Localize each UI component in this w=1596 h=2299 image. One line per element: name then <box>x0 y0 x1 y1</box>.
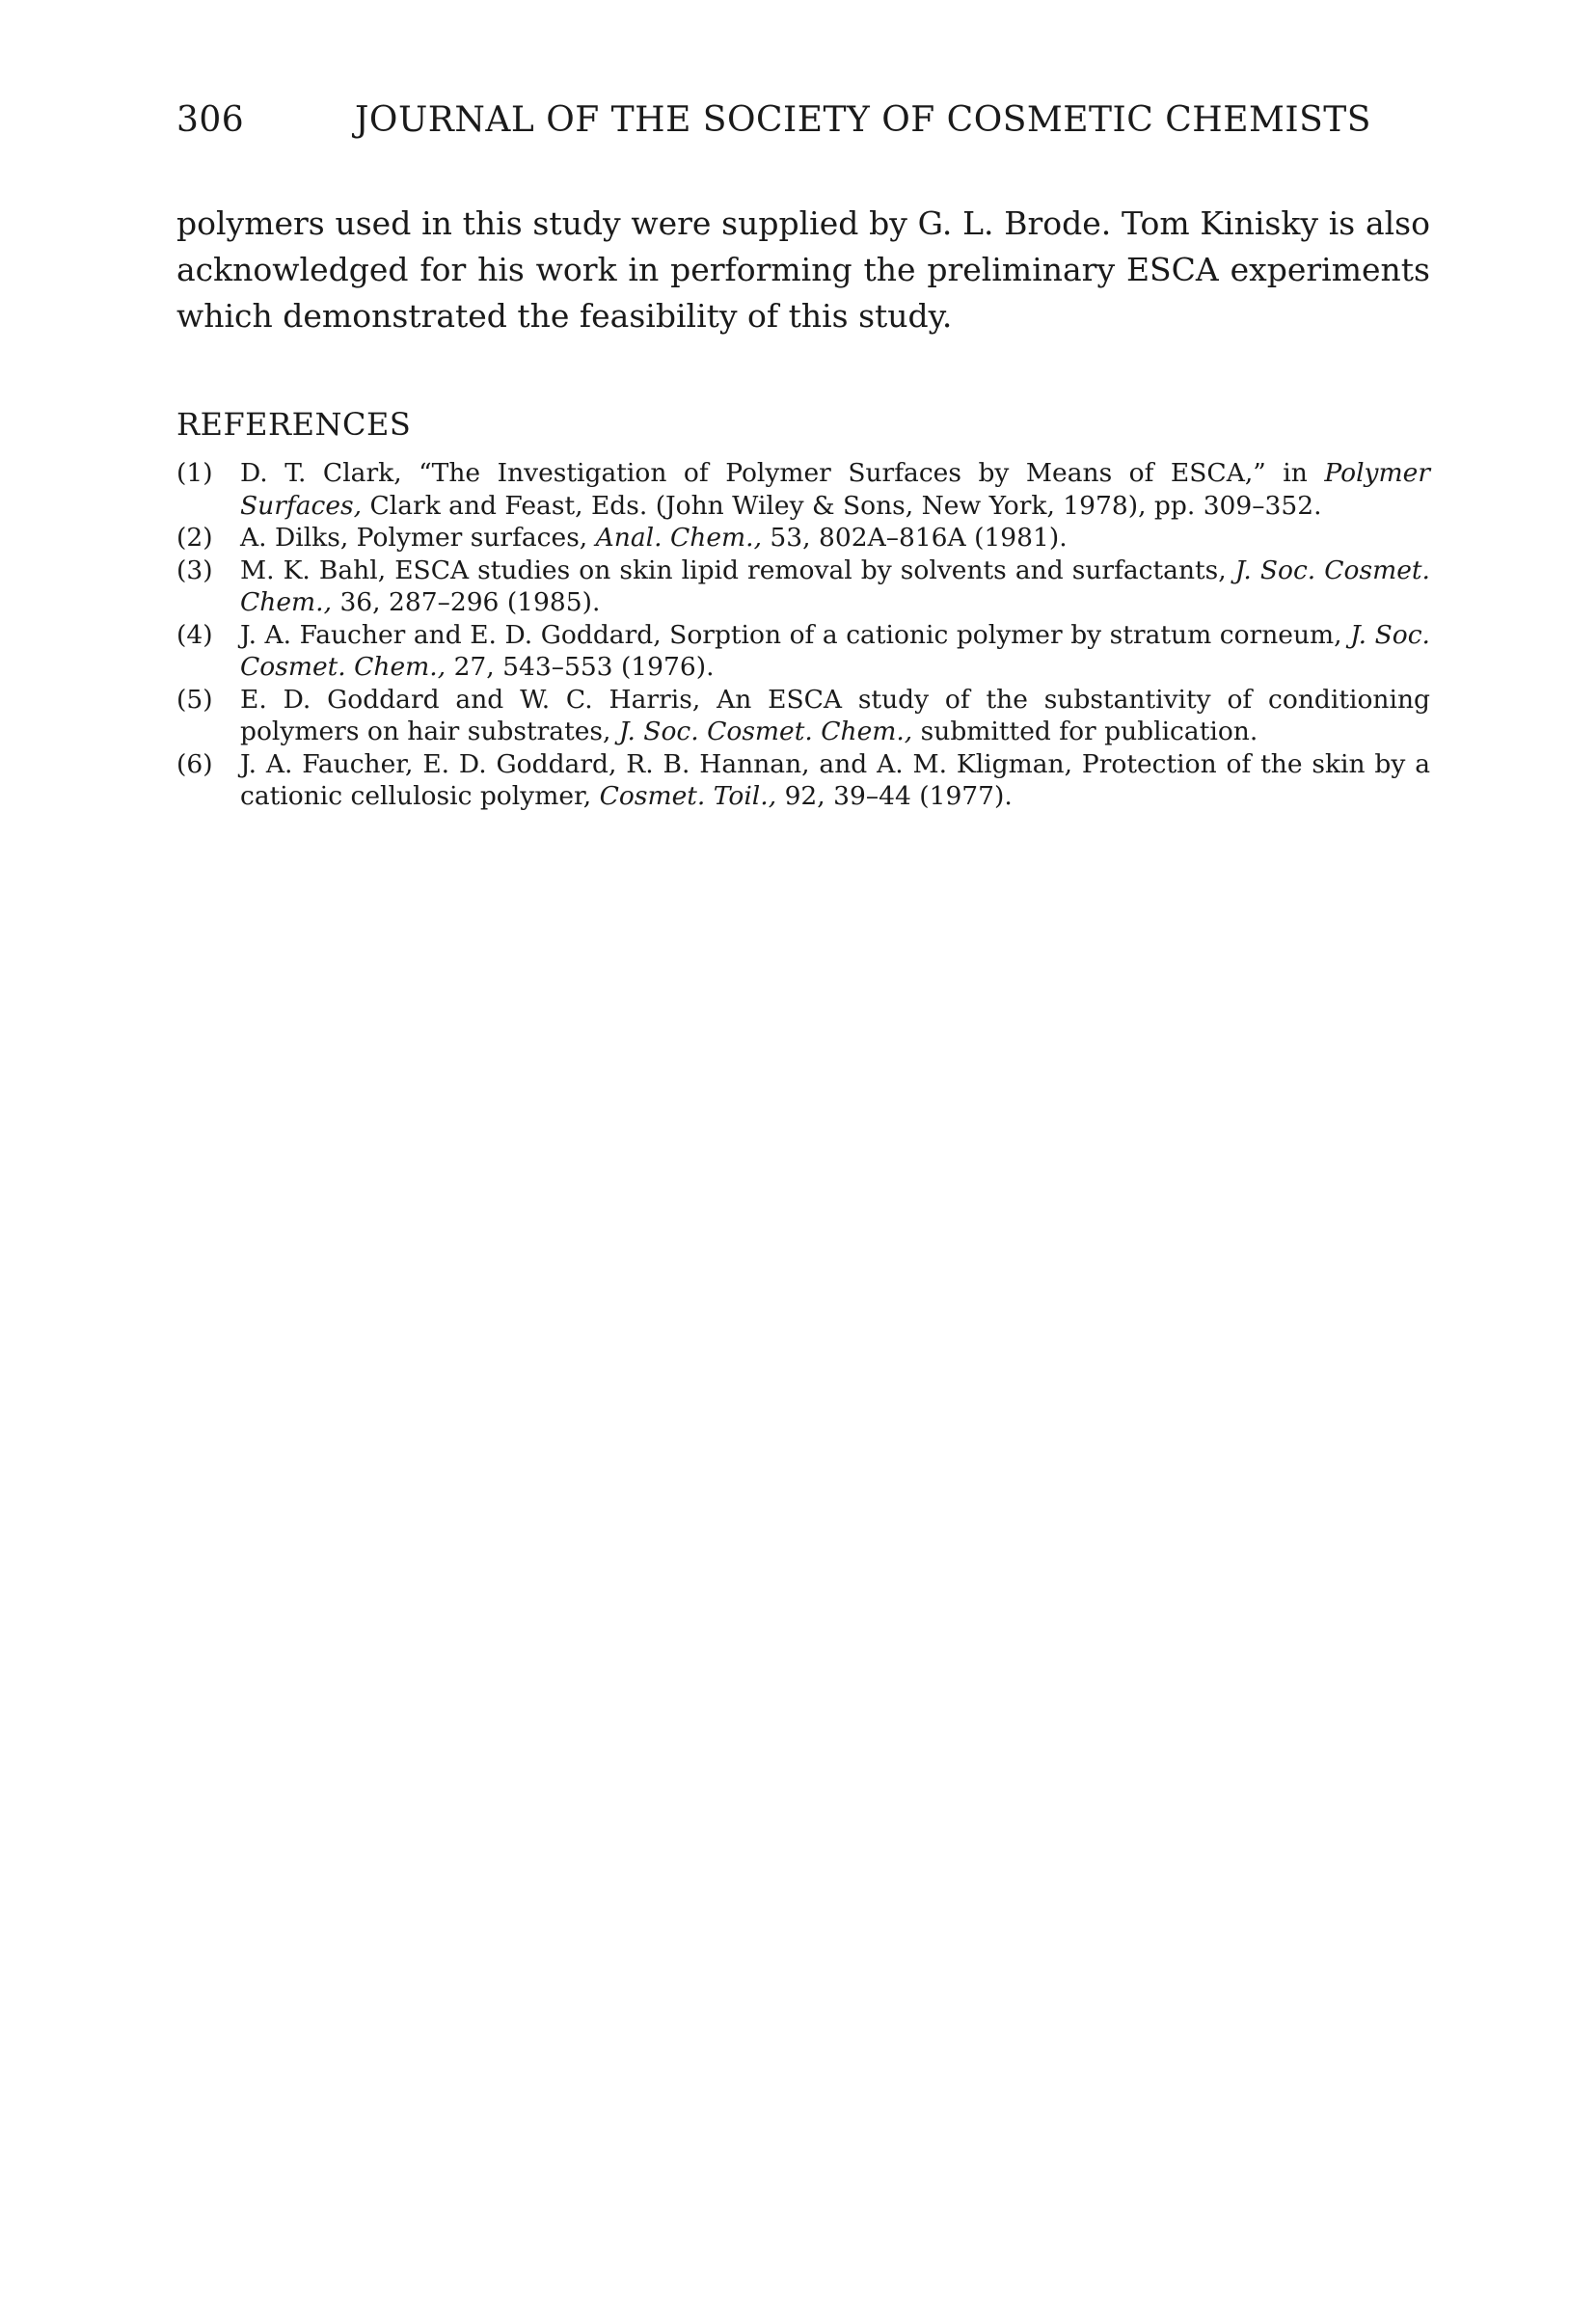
reference-number: (5) <box>176 684 213 715</box>
journal-title: JOURNAL OF THE SOCIETY OF COSMETIC CHEMISTS <box>355 100 1371 140</box>
reference-text <box>240 458 1430 521</box>
reference-text-part: Clark and Feast, Eds. (John Wiley & Sons, New York, 1978), pp. 309–352. <box>362 490 1322 521</box>
reference-item <box>176 748 1430 813</box>
reference-item <box>176 554 1430 619</box>
reference-source-title: J. Soc. Cosmet. Chem., <box>618 717 913 746</box>
reference-text <box>240 749 1430 812</box>
reference-number: (2) <box>176 523 213 553</box>
reference-text-part: D. T. Clark, “The Investigation of Polymer Surfaces by Means of ESCA,” in <box>240 458 1325 488</box>
reference-text <box>240 685 1430 747</box>
reference-text-part: 53, 802A–816A (1981). <box>762 523 1068 553</box>
reference-text-part: A. Dilks, Polymer surfaces, <box>240 523 596 553</box>
reference-text-part: 36, 287–296 (1985). <box>332 587 601 617</box>
acknowledgment-paragraph: polymers used in this study were supplied by G. L. Brode. Tom Kinisky is also acknowledged for his work in performing the preliminary ESCA experiments which demonstrated the feasibility of this study. <box>176 204 1430 335</box>
reference-text-part: M. K. Bahl, ESCA studies on skin lipid removal by solvents and surfactants, <box>240 554 1235 585</box>
reference-source-title: Anal. Chem., <box>595 523 762 553</box>
reference-item <box>176 619 1430 684</box>
reference-text <box>240 555 1430 618</box>
reference-number: (1) <box>176 458 213 488</box>
reference-source-title: J. Soc. Cosmet. Chem., <box>240 619 1430 682</box>
reference-text-part: J. A. Faucher, E. D. Goddard, R. B. Hannan, and A. M. Kligman, Protection of the skin by a cationic cellulosic polymer, <box>240 748 1430 811</box>
reference-text-part: 27, 543–553 (1976). <box>446 652 715 682</box>
reference-source-title: Cosmet. Toil., <box>599 781 777 811</box>
reference-item <box>176 522 1430 554</box>
reference-number: (4) <box>176 619 213 650</box>
reference-text-part: submitted for publication. <box>912 717 1258 746</box>
reference-text-part: J. A. Faucher and E. D. Goddard, Sorption of a cationic polymer by stratum corneum, <box>240 619 1351 650</box>
running-header <box>176 96 1430 145</box>
reference-source-title: J. Soc. Cosmet. Chem., <box>240 554 1430 617</box>
reference-text <box>240 523 1068 553</box>
references-list <box>176 457 1430 813</box>
reference-text-part: 92, 39–44 (1977). <box>776 781 1013 811</box>
page-number: 306 <box>176 100 245 140</box>
reference-item <box>176 684 1430 748</box>
reference-number: (3) <box>176 554 213 585</box>
reference-number: (6) <box>176 748 213 779</box>
reference-source-title: Polymer Surfaces, <box>240 458 1430 521</box>
reference-text-part: E. D. Goddard and W. C. Harris, An ESCA study of the substantivity of conditioning polymers on hair substrates, <box>240 684 1430 746</box>
reference-item <box>176 457 1430 522</box>
references-heading: REFERENCES <box>176 406 412 443</box>
reference-text <box>240 620 1430 683</box>
